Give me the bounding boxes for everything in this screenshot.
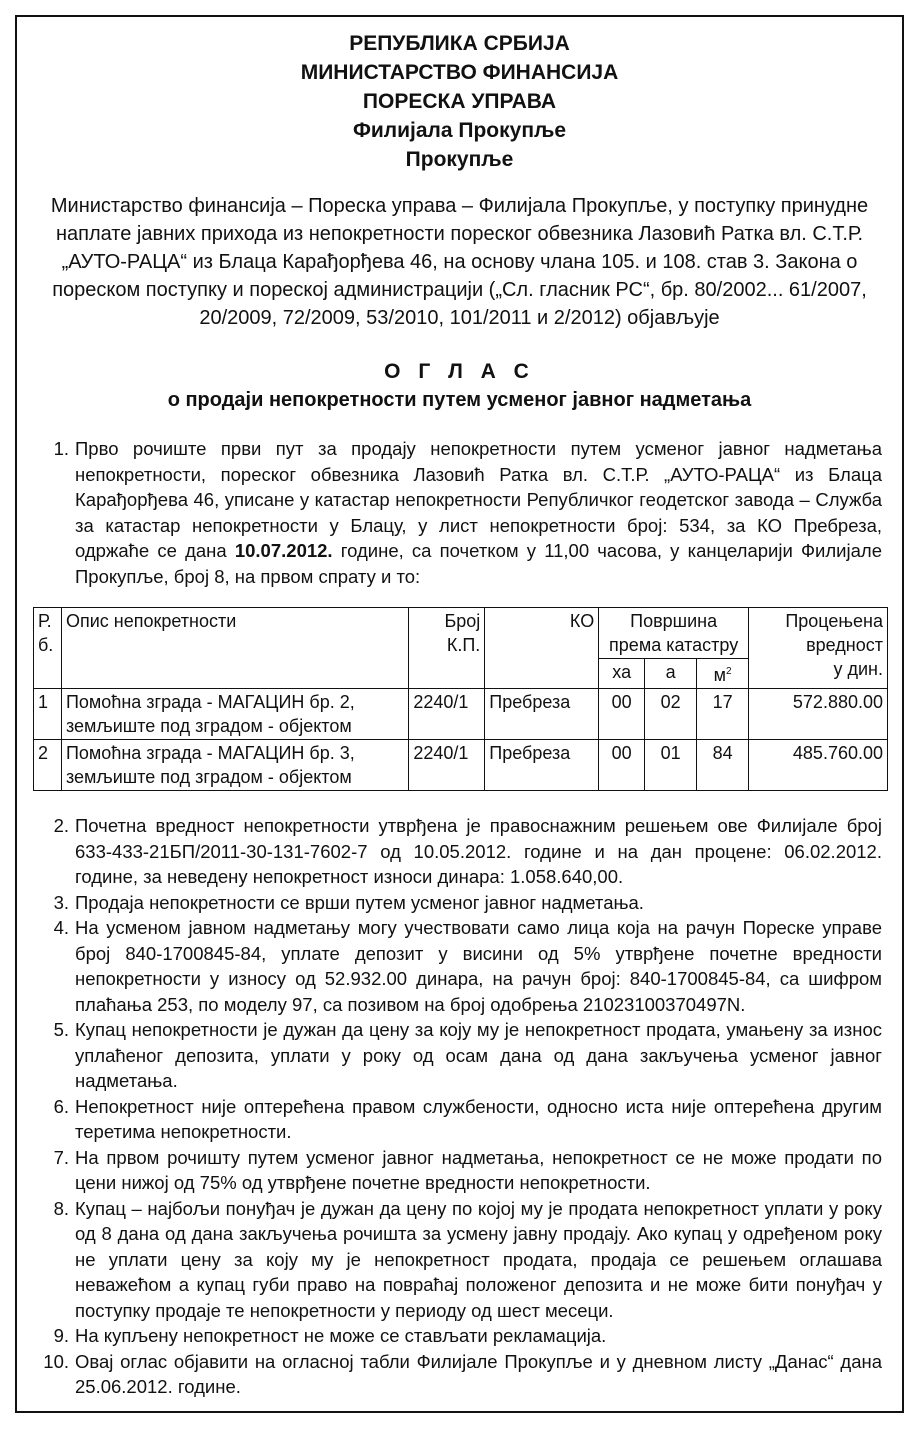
notice-title: О Г Л А С — [384, 360, 535, 383]
item1-text-b: године, са почетком у 11,00 часова, у канцеларији Филијале Прокупље, број 8, на првом спрату и то: — [75, 540, 882, 587]
header-country: РЕПУБЛИКА СРБИЈА — [349, 32, 570, 55]
header-ministry: МИНИСТАРСТВО ФИНАНСИЈА — [300, 61, 619, 84]
cell-ha: 00 — [599, 740, 645, 791]
col-header-m2: $м^2$ — [697, 659, 749, 689]
property-table — [33, 607, 888, 791]
list-item-text: На усменом јавном надметању могу учествовати само лица која на рачун Пореске управе број 840-1700845-84, уплате депозит у висини од 5% утврђене почетне вредности непокретности у износу од 52.932.00 динара, на рачун број: 840-1700845-84, са шифром плаћања 253, по моделу 97, са позивом на број одобрења 21023100370497N. — [75, 917, 882, 1015]
list-item-7 — [17, 1145, 902, 1196]
list-item-text — [75, 436, 902, 589]
cell-ko: Пребреза — [485, 689, 599, 740]
cell-ha: 00 — [599, 689, 645, 740]
cell-a: 02 — [645, 689, 697, 740]
list-item-number: 7. — [53, 1146, 69, 1168]
table-row — [34, 689, 888, 740]
list-item-number: 8. — [53, 1197, 69, 1219]
table-row — [34, 740, 888, 791]
cell-ko: Пребреза — [485, 740, 599, 791]
list-item-number: 10. — [43, 1350, 69, 1372]
list-item-text: Непокретност није оптерећена правом службености, односно иста није оптерећена другим теретима непокретности. — [75, 1095, 882, 1142]
list-item-text: На купљену непокретност не може се стављати рекламација. — [75, 1325, 607, 1346]
list-item-number: 4. — [53, 917, 69, 938]
list-item-text: Почетна вредност непокретности утврђена је правоснажним решењем ове Филијале број 633-433-21БП/2011-30-131-7602-7 од 10.05.2012. године и на дан процене: 06.02.2012. године, за неведену непокретност износи динара: 1.058.640,00. — [75, 815, 882, 887]
cell-rb: 2 — [34, 740, 62, 791]
list-item-number: 5. — [53, 1019, 69, 1040]
list-item-10 — [17, 1349, 902, 1400]
cell-value: 572.880.00 — [749, 689, 888, 740]
list-item-number: 2. — [53, 815, 69, 836]
cell-value: 485.760.00 — [749, 740, 888, 791]
col-header-value: Процењена вредност у дин. — [749, 608, 888, 689]
list-item-5 — [17, 1017, 902, 1094]
header-branch: Филијала Прокупље — [352, 119, 567, 142]
list-item-3 — [17, 890, 902, 916]
list-item-text: Овај оглас објавити на огласној табли Филијале Прокупље и у дневном листу „Данас“ дана 25.06.2012. године. — [75, 1350, 882, 1397]
table-header-row — [34, 608, 888, 659]
col-header-area: Површина према катастру — [599, 608, 749, 659]
cell-description: Помоћна зграда - МАГАЦИН бр. 3, земљиште под зградом - објектом — [61, 740, 408, 791]
list-item-number: 3. — [53, 891, 69, 913]
col-header-rb: Р. б. — [34, 608, 62, 689]
cell-parcel: 2240/1 — [409, 740, 485, 791]
list-item-8 — [17, 1196, 902, 1324]
list-item-4 — [17, 915, 902, 1017]
col-header-ko: КО — [485, 608, 599, 689]
cell-a: 01 — [645, 740, 697, 791]
cell-description: Помоћна зграда - МАГАЦИН бр. 2, земљиште под зградом - објектом — [61, 689, 408, 740]
cell-m2: 17 — [697, 689, 749, 740]
intro-paragraph: Министарство финансија – Пореска управа – Филијала Прокупље, у поступку принудне наплате јавних прихода из непокретности пореског обвезника Лазовић Ратка вл. С.Т.Р. „АУТО-РАЦА“ из Блаца Карађорђева 46, на основу члана 105. и 108. став 3. Закона о пореском поступку и пореској администрацији („Сл. гласник РС“, бр. 80/2002... 61/2007, 20/2009, 72/2009, 53/2010, 101/2011 и 2/2012) објављује — [50, 195, 869, 329]
list-item-2 — [17, 813, 902, 890]
list-item-text: На првом рочишту путем усменог јавног надметања, непокретност се не може продати по цени нижој од 75% од утврђене почетне вредности непокретности. — [75, 1146, 882, 1193]
header — [17, 29, 902, 174]
list-item-9 — [17, 1323, 902, 1349]
header-tax-administration: ПОРЕСКА УПРАВА — [362, 90, 557, 113]
cell-parcel: 2240/1 — [409, 689, 485, 740]
col-header-parcel: Број К.П. — [409, 608, 485, 689]
header-city: Прокупље — [405, 148, 514, 171]
list-item-1 — [17, 436, 902, 589]
item1-text-a: Прво рочиште први пут за продају непокретности путем усменог јавног надметања непокретности, пореског обвезника Лазовић Ратка вл. С.Т.Р. „АУТО-РАЦА“ из Блаца Карађорђева 46, уписане у катастар непокретности Републичког геодетског завода – Служба за катастар непокретности у Блацу, у лист непокретности број: 534, за КО Пребреза, одржаће се дана — [75, 438, 882, 561]
notice-frame — [15, 15, 904, 1413]
cell-m2: 84 — [697, 740, 749, 791]
list-item-text: Продаја непокретности се врши путем усменог јавног надметања. — [75, 891, 644, 913]
list-item-number: 6. — [53, 1095, 69, 1117]
list-item-6 — [17, 1094, 902, 1145]
col-header-ha: ха — [599, 659, 645, 689]
cell-rb: 1 — [34, 689, 62, 740]
list-item-number: 9. — [53, 1325, 69, 1346]
col-header-description: Опис непокретности — [61, 608, 408, 689]
list-item-number: 1. — [53, 438, 69, 459]
conditions-list — [17, 813, 902, 1400]
auction-date: 10.07.2012. — [234, 540, 333, 561]
list-item-text: Купац – најбољи понуђач је дужан да цену по којој му је продата непокретност уплати у року од 8 дана од дана закључења рочишта за усмену јавну продају. Ако купац у одређеном року не уплати цену за коју му је непокретност продата, продаја се решењем оглашава неважећом а купац губи право на повраћај положеног депозита и не може бити понуђач у поступку продаје те непокретности у периоду од шест месеци. — [75, 1197, 882, 1321]
notice-subtitle: о продаји непокретности путем усменог јавног надметања — [167, 389, 752, 411]
list-item-text: Купац непокретности је дужан да цену за коју му је непокретност продата, умањену за износ уплаћеног депозита, уплати у року од осам дана од дана закључења усменог јавног надметања. — [75, 1019, 882, 1091]
col-header-a: а — [645, 659, 697, 689]
